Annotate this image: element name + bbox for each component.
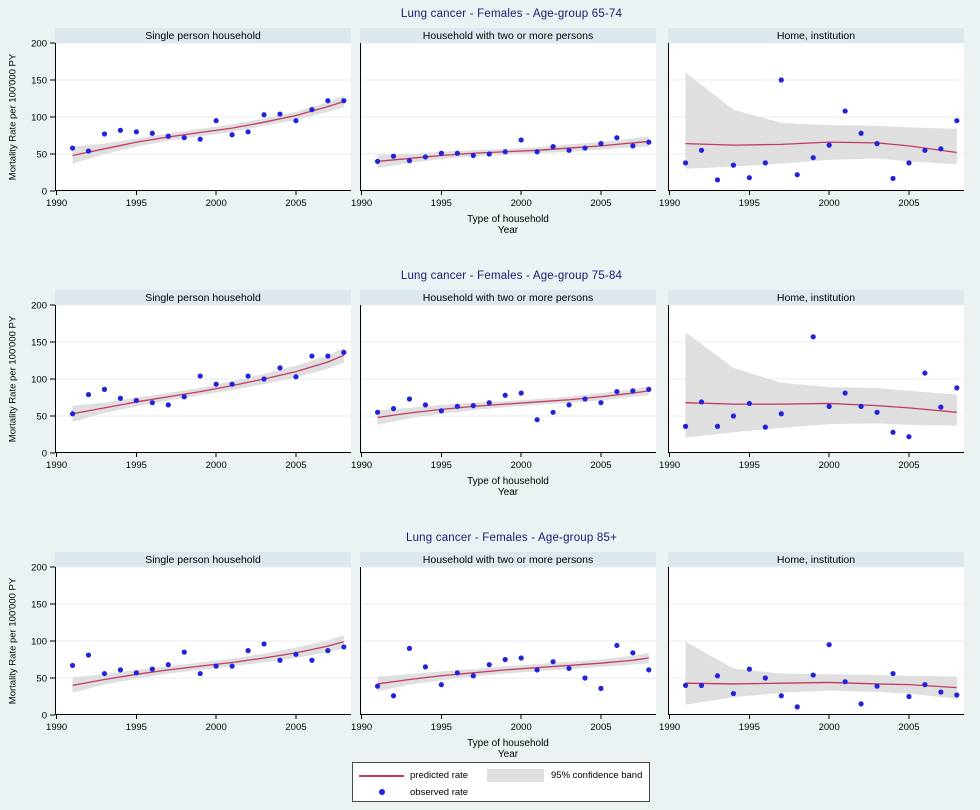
observed-point	[922, 370, 927, 375]
x-tick-label: 1995	[430, 460, 452, 471]
observed-point	[134, 398, 139, 403]
x-tick-label: 2005	[590, 460, 612, 471]
observed-point	[779, 77, 784, 82]
observed-point	[487, 400, 492, 405]
y-tick-label: 200	[31, 562, 47, 574]
legend-confidence-band-label: 95% confidence band	[551, 770, 643, 781]
x-axis-title: Year	[497, 487, 519, 498]
observed-point	[309, 353, 314, 358]
x-tick-label: 1990	[659, 722, 681, 733]
observed-point	[277, 111, 282, 116]
observed-point	[630, 143, 635, 148]
x-tick-label: 2000	[205, 198, 227, 209]
observed-point	[519, 137, 524, 142]
observed-point	[341, 350, 346, 355]
x-tick-label: 2005	[898, 460, 920, 471]
panel-header: Single person household	[55, 290, 351, 305]
panel-home-institution	[659, 28, 964, 214]
observed-point	[293, 118, 298, 123]
observed-point	[699, 148, 704, 153]
panel-header: Household with two or more persons	[360, 28, 656, 43]
observed-point	[198, 671, 203, 676]
observed-point	[747, 667, 752, 672]
observed-point	[827, 404, 832, 409]
panel-plot	[351, 305, 656, 475]
observed-point	[731, 413, 736, 418]
y-tick-label: 200	[31, 300, 47, 312]
x-tick-label: 2000	[205, 722, 227, 733]
x-tick-label: 1990	[46, 460, 68, 471]
observed-point	[811, 334, 816, 339]
x-tick-label: 1995	[125, 460, 147, 471]
legend-observed-rate-label: observed rate	[410, 787, 469, 798]
observed-point	[166, 402, 171, 407]
y-axis-title: Mortality Rate per 100'000 PY	[7, 53, 19, 181]
chart-legend	[352, 762, 650, 802]
observed-point	[439, 151, 444, 156]
observed-point	[166, 134, 171, 139]
y-tick-label: 150	[31, 337, 47, 349]
panel-single-person-household	[31, 28, 351, 214]
observed-point	[747, 401, 752, 406]
observed-point	[134, 129, 139, 134]
observed-point	[325, 98, 330, 103]
observed-point	[598, 141, 603, 146]
x-tick-label: 1990	[46, 198, 68, 209]
x-tick-label: 1990	[46, 722, 68, 733]
panel-home-institution	[659, 290, 964, 476]
x-tick-label: 2000	[510, 722, 532, 733]
y-tick-label: 50	[36, 411, 47, 423]
panel-header: Home, institution	[668, 28, 964, 43]
y-tick-label: 0	[41, 448, 47, 460]
observed-point	[519, 655, 524, 660]
observed-point	[827, 642, 832, 647]
panel-plot	[351, 567, 656, 737]
observed-rate-dot-swatch	[379, 789, 385, 795]
panel-plot	[31, 38, 351, 213]
observed-point	[182, 650, 187, 655]
observed-point	[277, 658, 282, 663]
x-axis-group-title: Type of household	[467, 738, 549, 749]
panel-home-institution	[659, 552, 964, 738]
observed-point	[70, 663, 75, 668]
observed-point	[150, 131, 155, 136]
observed-point	[86, 652, 91, 657]
figure-title: Lung cancer - Females - Age-group 65-74	[400, 8, 623, 20]
observed-point	[471, 403, 476, 408]
observed-point	[550, 144, 555, 149]
observed-point	[715, 424, 720, 429]
observed-point	[391, 154, 396, 159]
observed-point	[293, 652, 298, 657]
observed-point	[407, 646, 412, 651]
observed-point	[214, 664, 219, 669]
y-axis-title: Mortality Rate per 100'000 PY	[7, 315, 19, 443]
observed-point	[118, 396, 123, 401]
y-axis-title: Mortality Rate per 100'000 PY	[7, 577, 19, 705]
panel-plot	[659, 567, 964, 737]
y-tick-label: 100	[31, 636, 47, 648]
x-tick-label: 2000	[510, 460, 532, 471]
observed-point	[779, 411, 784, 416]
observed-point	[198, 373, 203, 378]
observed-point	[375, 159, 380, 164]
observed-point	[261, 641, 266, 646]
observed-point	[150, 667, 155, 672]
observed-point	[938, 689, 943, 694]
observed-point	[874, 410, 879, 415]
observed-point	[922, 682, 927, 687]
observed-point	[455, 670, 460, 675]
y-tick-label: 50	[36, 149, 47, 161]
panel-header: Single person household	[55, 28, 351, 43]
x-axis-group-title: Type of household	[467, 476, 549, 487]
observed-point	[763, 425, 768, 430]
x-tick-label: 1990	[351, 722, 373, 733]
observed-point	[245, 648, 250, 653]
observed-point	[550, 410, 555, 415]
observed-point	[906, 160, 911, 165]
observed-point	[954, 385, 959, 390]
observed-point	[230, 132, 235, 137]
figure-title: Lung cancer - Females - Age-group 85+	[405, 532, 617, 544]
panel-single-person-household	[31, 552, 351, 738]
y-tick-label: 100	[31, 374, 47, 386]
observed-point	[535, 667, 540, 672]
observed-point	[325, 648, 330, 653]
observed-point	[471, 153, 476, 158]
observed-point	[938, 405, 943, 410]
observed-point	[938, 146, 943, 151]
observed-point	[763, 160, 768, 165]
observed-point	[230, 382, 235, 387]
panel-two-or-more-persons	[351, 552, 656, 738]
observed-point	[293, 374, 298, 379]
x-tick-label: 2005	[285, 460, 307, 471]
observed-point	[261, 112, 266, 117]
observed-point	[535, 149, 540, 154]
observed-point	[906, 434, 911, 439]
x-axis-title: Year	[497, 225, 519, 236]
observed-point	[614, 135, 619, 140]
observed-point	[614, 643, 619, 648]
x-tick-label: 2000	[818, 198, 840, 209]
x-tick-label: 1990	[351, 460, 373, 471]
observed-point	[230, 664, 235, 669]
observed-point	[598, 400, 603, 405]
observed-point	[827, 143, 832, 148]
observed-point	[118, 667, 123, 672]
observed-point	[683, 160, 688, 165]
observed-point	[922, 148, 927, 153]
observed-point	[843, 679, 848, 684]
observed-point	[874, 684, 879, 689]
x-tick-label: 2005	[590, 198, 612, 209]
x-tick-label: 1995	[738, 460, 760, 471]
observed-point	[245, 373, 250, 378]
panel-single-person-household	[31, 290, 351, 476]
y-tick-label: 0	[41, 186, 47, 198]
panel-header: Home, institution	[668, 290, 964, 305]
panel-two-or-more-persons	[351, 28, 656, 214]
observed-point	[566, 666, 571, 671]
observed-point	[150, 400, 155, 405]
observed-point	[598, 686, 603, 691]
y-tick-label: 150	[31, 599, 47, 611]
observed-point	[795, 704, 800, 709]
observed-point	[858, 404, 863, 409]
observed-point	[890, 430, 895, 435]
observed-point	[391, 406, 396, 411]
observed-point	[683, 424, 688, 429]
observed-point	[182, 135, 187, 140]
observed-point	[646, 140, 651, 145]
observed-point	[954, 692, 959, 697]
observed-point	[954, 118, 959, 123]
confidence-band-swatch	[487, 769, 544, 782]
observed-point	[375, 684, 380, 689]
observed-point	[550, 659, 555, 664]
observed-point	[309, 658, 314, 663]
observed-point	[503, 657, 508, 662]
y-tick-label: 200	[31, 38, 47, 50]
x-tick-label: 1990	[659, 198, 681, 209]
x-tick-label: 1995	[430, 198, 452, 209]
observed-point	[455, 404, 460, 409]
observed-point	[582, 145, 587, 150]
x-tick-label: 2005	[285, 198, 307, 209]
observed-point	[731, 691, 736, 696]
observed-point	[277, 365, 282, 370]
x-axis-group-title: Type of household	[467, 214, 549, 225]
observed-point	[811, 672, 816, 677]
observed-point	[715, 673, 720, 678]
observed-point	[503, 149, 508, 154]
observed-point	[439, 682, 444, 687]
x-tick-label: 1995	[125, 722, 147, 733]
x-tick-label: 2005	[590, 722, 612, 733]
observed-point	[407, 396, 412, 401]
observed-point	[699, 683, 704, 688]
y-tick-label: 100	[31, 112, 47, 124]
observed-point	[118, 128, 123, 133]
observed-point	[487, 662, 492, 667]
x-tick-label: 2000	[818, 722, 840, 733]
observed-point	[519, 390, 524, 395]
observed-point	[261, 376, 266, 381]
observed-point	[858, 701, 863, 706]
observed-point	[890, 671, 895, 676]
panel-plot	[31, 562, 351, 737]
observed-point	[646, 667, 651, 672]
observed-point	[906, 694, 911, 699]
observed-point	[795, 172, 800, 177]
observed-point	[423, 154, 428, 159]
observed-point	[535, 417, 540, 422]
y-tick-label: 0	[41, 710, 47, 722]
observed-point	[487, 151, 492, 156]
observed-point	[858, 131, 863, 136]
x-tick-label: 1995	[738, 722, 760, 733]
panel-header: Single person household	[55, 552, 351, 567]
panel-header: Household with two or more persons	[360, 552, 656, 567]
x-tick-label: 1990	[659, 460, 681, 471]
observed-point	[325, 353, 330, 358]
observed-point	[582, 675, 587, 680]
x-tick-label: 2005	[898, 722, 920, 733]
panel-plot	[659, 305, 964, 475]
panel-header: Household with two or more persons	[360, 290, 656, 305]
x-tick-label: 2000	[818, 460, 840, 471]
observed-point	[646, 387, 651, 392]
observed-point	[102, 131, 107, 136]
observed-point	[699, 399, 704, 404]
observed-point	[566, 402, 571, 407]
panel-two-or-more-persons	[351, 290, 656, 476]
observed-point	[715, 177, 720, 182]
observed-point	[503, 393, 508, 398]
observed-point	[407, 158, 412, 163]
observed-point	[843, 108, 848, 113]
observed-point	[763, 675, 768, 680]
x-tick-label: 1995	[738, 198, 760, 209]
panel-header: Home, institution	[668, 552, 964, 567]
observed-point	[245, 129, 250, 134]
observed-point	[70, 145, 75, 150]
observed-point	[890, 176, 895, 181]
y-tick-label: 150	[31, 75, 47, 87]
observed-point	[747, 175, 752, 180]
x-tick-label: 2000	[510, 198, 532, 209]
observed-point	[102, 387, 107, 392]
observed-point	[166, 662, 171, 667]
observed-point	[455, 151, 460, 156]
observed-point	[341, 644, 346, 649]
observed-point	[630, 650, 635, 655]
predicted-rate-line-swatch	[359, 775, 404, 777]
x-tick-label: 1990	[351, 198, 373, 209]
observed-point	[874, 141, 879, 146]
observed-point	[214, 382, 219, 387]
observed-point	[70, 411, 75, 416]
observed-point	[779, 693, 784, 698]
observed-point	[471, 673, 476, 678]
observed-point	[582, 396, 587, 401]
legend-predicted-rate-label: predicted rate	[410, 770, 469, 781]
x-tick-label: 2005	[898, 198, 920, 209]
observed-point	[309, 107, 314, 112]
panel-plot	[659, 43, 964, 213]
figure-title: Lung cancer - Females - Age-group 75-84	[400, 270, 623, 282]
observed-point	[86, 148, 91, 153]
observed-point	[182, 394, 187, 399]
observed-point	[86, 392, 91, 397]
observed-point	[566, 148, 571, 153]
observed-point	[102, 671, 107, 676]
observed-point	[341, 98, 346, 103]
x-tick-label: 2000	[205, 460, 227, 471]
observed-point	[214, 118, 219, 123]
panel-plot	[31, 300, 351, 475]
observed-point	[614, 389, 619, 394]
observed-point	[423, 402, 428, 407]
observed-point	[391, 693, 396, 698]
observed-point	[439, 408, 444, 413]
x-tick-label: 1995	[430, 722, 452, 733]
y-tick-label: 50	[36, 673, 47, 685]
observed-point	[683, 683, 688, 688]
panel-plot	[351, 43, 656, 213]
x-axis-title: Year	[497, 749, 519, 760]
observed-point	[375, 410, 380, 415]
observed-point	[731, 163, 736, 168]
x-tick-label: 1995	[125, 198, 147, 209]
observed-point	[630, 388, 635, 393]
observed-point	[134, 670, 139, 675]
observed-point	[198, 137, 203, 142]
observed-point	[843, 390, 848, 395]
observed-point	[811, 155, 816, 160]
x-tick-label: 2005	[285, 722, 307, 733]
observed-point	[423, 664, 428, 669]
